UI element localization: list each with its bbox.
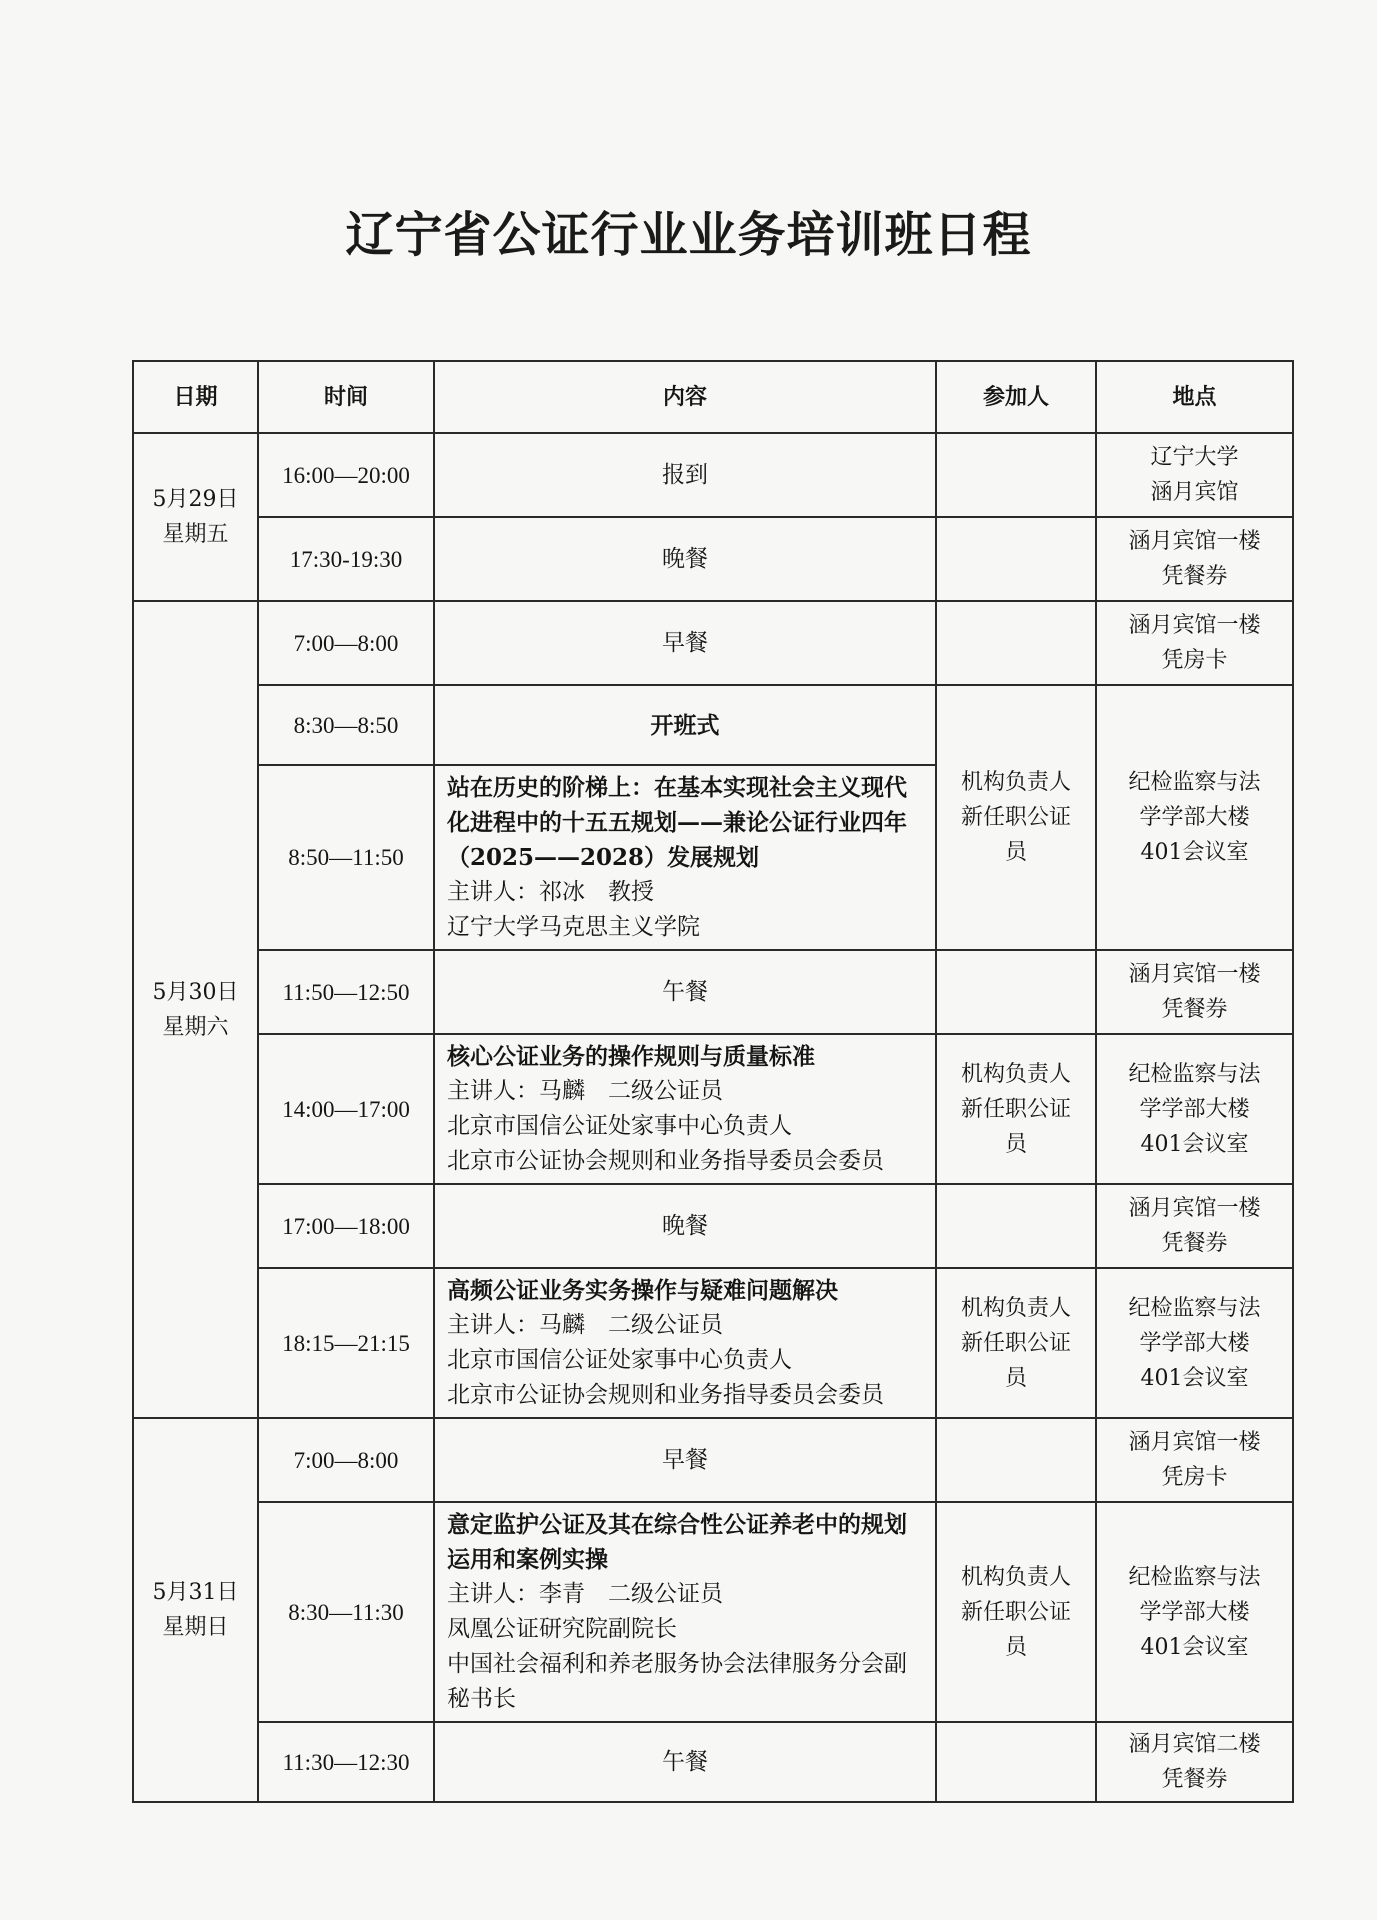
attendees-cell (936, 1722, 1096, 1802)
session-topic: 核心公证业务的操作规则与质量标准 (447, 1043, 815, 1070)
speaker-affiliation: 北京市国信公证处家事中心负责人 (447, 1113, 792, 1139)
content-cell: 早餐 (434, 601, 936, 685)
header-row (133, 361, 1293, 433)
speaker-affiliation: 辽宁大学马克思主义学院 (447, 914, 700, 940)
location-cell: 纪检监察与法 学学部大楼 401会议室 (1096, 1502, 1293, 1722)
table-row (133, 1722, 1293, 1802)
location-cell: 涵月宾馆一楼 凭餐券 (1096, 1184, 1293, 1268)
table-row (133, 1502, 1293, 1722)
speaker-affiliation: 北京市国信公证处家事中心负责人 (447, 1347, 792, 1373)
content-cell: 午餐 (434, 1722, 936, 1802)
session-topic: 站在历史的阶梯上：在基本实现社会主义现代化进程中的十五五规划——兼论公证行业四年（2025——2028）发展规划 (447, 774, 907, 871)
attendees-cell: 机构负责人 新任职公证 员 (936, 1268, 1096, 1418)
speaker-line: 主讲人：马麟 二级公证员 (447, 1078, 723, 1104)
content-cell: 早餐 (434, 1418, 936, 1502)
time-cell: 17:30-19:30 (258, 517, 434, 601)
table-row (133, 685, 1293, 765)
attendees-cell (936, 517, 1096, 601)
location-cell: 纪检监察与法 学学部大楼 401会议室 (1096, 1034, 1293, 1184)
attendees-cell: 机构负责人 新任职公证 员 (936, 1034, 1096, 1184)
speaker-affiliation: 北京市公证协会规则和业务指导委员会委员 (447, 1148, 884, 1174)
location-cell: 涵月宾馆一楼 凭房卡 (1096, 601, 1293, 685)
speaker-affiliation: 北京市公证协会规则和业务指导委员会委员 (447, 1382, 884, 1408)
speaker-affiliation: 中国社会福利和养老服务协会法律服务分会副秘书长 (447, 1651, 907, 1712)
location-cell: 涵月宾馆一楼 凭餐券 (1096, 517, 1293, 601)
location-cell: 纪检监察与法 学学部大楼 401会议室 (1096, 1268, 1293, 1418)
speaker-affiliation: 凤凰公证研究院副院长 (447, 1616, 677, 1642)
attendees-cell (936, 1418, 1096, 1502)
time-cell: 18:15—21:15 (258, 1268, 434, 1418)
content-cell (434, 1034, 936, 1184)
attendees-cell (936, 1184, 1096, 1268)
header-date: 日期 (133, 361, 258, 433)
content-cell: 午餐 (434, 950, 936, 1034)
table-row (133, 1268, 1293, 1418)
speaker-line: 主讲人：祁冰 教授 (447, 879, 654, 905)
attendees-cell (936, 950, 1096, 1034)
table-row (133, 1034, 1293, 1184)
table-row (133, 1418, 1293, 1502)
content-cell (434, 765, 936, 950)
table-row (133, 601, 1293, 685)
attendees-cell: 机构负责人 新任职公证 员 (936, 1502, 1096, 1722)
time-cell: 8:30—11:30 (258, 1502, 434, 1722)
table-row (133, 1184, 1293, 1268)
header-content: 内容 (434, 361, 936, 433)
content-cell: 开班式 (434, 685, 936, 765)
page-title: 辽宁省公证行业业务培训班日程 (345, 207, 1032, 263)
time-cell: 8:50—11:50 (258, 765, 434, 950)
time-cell: 11:30—12:30 (258, 1722, 434, 1802)
attendees-cell (936, 601, 1096, 685)
date-cell: 5月31日 星期日 (133, 1418, 258, 1802)
content-cell (434, 1502, 936, 1722)
content-cell: 报到 (434, 433, 936, 517)
session-topic: 高频公证业务实务操作与疑难问题解决 (447, 1277, 838, 1304)
time-cell: 7:00—8:00 (258, 1418, 434, 1502)
time-cell: 17:00—18:00 (258, 1184, 434, 1268)
table-row (133, 517, 1293, 601)
location-cell: 涵月宾馆一楼 凭餐券 (1096, 950, 1293, 1034)
attendees-cell (936, 433, 1096, 517)
time-cell: 16:00—20:00 (258, 433, 434, 517)
header-time: 时间 (258, 361, 434, 433)
attendees-cell: 机构负责人 新任职公证 员 (936, 685, 1096, 950)
location-cell: 涵月宾馆一楼 凭房卡 (1096, 1418, 1293, 1502)
location-cell: 纪检监察与法 学学部大楼 401会议室 (1096, 685, 1293, 950)
header-attendees: 参加人 (936, 361, 1096, 433)
location-cell: 辽宁大学 涵月宾馆 (1096, 433, 1293, 517)
time-cell: 8:30—8:50 (258, 685, 434, 765)
table-row (133, 950, 1293, 1034)
table-row (133, 433, 1293, 517)
speaker-line: 主讲人：马麟 二级公证员 (447, 1312, 723, 1338)
speaker-line: 主讲人：李青 二级公证员 (447, 1581, 723, 1607)
location-cell: 涵月宾馆二楼 凭餐券 (1096, 1722, 1293, 1802)
content-cell (434, 1268, 936, 1418)
time-cell: 11:50—12:50 (258, 950, 434, 1034)
session-topic: 意定监护公证及其在综合性公证养老中的规划运用和案例实操 (447, 1511, 907, 1573)
date-cell: 5月29日 星期五 (133, 433, 258, 601)
date-cell: 5月30日 星期六 (133, 601, 258, 1418)
time-cell: 14:00—17:00 (258, 1034, 434, 1184)
content-cell: 晚餐 (434, 1184, 936, 1268)
content-cell: 晚餐 (434, 517, 936, 601)
header-location: 地点 (1096, 361, 1293, 433)
time-cell: 7:00—8:00 (258, 601, 434, 685)
schedule-table (132, 360, 1294, 1803)
